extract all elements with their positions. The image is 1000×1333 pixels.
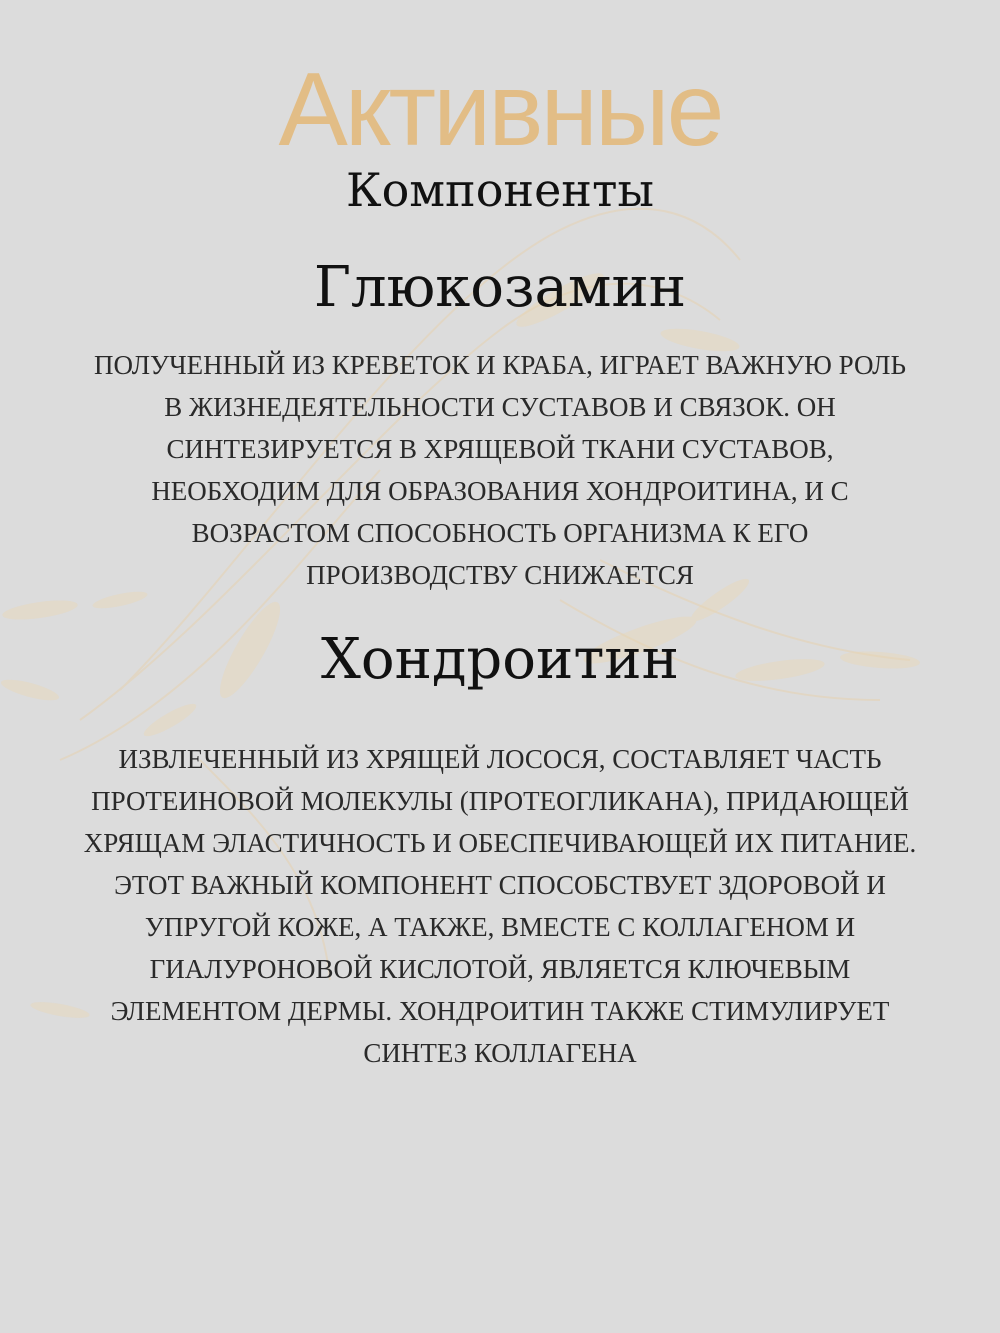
body-line: ГИАЛУРОНОВОЙ КИСЛОТОЙ, ЯВЛЯЕТСЯ КЛЮЧЕВЫМ [149,954,851,984]
body-line: СИНТЕЗ КОЛЛАГЕНА [363,1038,637,1068]
body-line: ЭЛЕМЕНТОМ ДЕРМЫ. ХОНДРОИТИН ТАКЖЕ СТИМУЛИРУЕТ [110,996,890,1026]
section-heading-chondroitin: Хондроитин [321,627,679,692]
body-line: В ЖИЗНЕДЕЯТЕЛЬНОСТИ СУСТАВОВ И СВЯЗОК. ОН [164,392,836,422]
section-body-glucosamine [40,344,960,596]
body-line: СИНТЕЗИРУЕТСЯ В ХРЯЩЕВОЙ ТКАНИ СУСТАВОВ, [166,434,834,464]
body-line: ПРОИЗВОДСТВУ СНИЖАЕТСЯ [306,560,694,590]
body-line: ХРЯЩАМ ЭЛАСТИЧНОСТЬ И ОБЕСПЕЧИВАЮЩЕЙ ИХ ПИТАНИЕ. [83,828,917,858]
section-body-chondroitin [40,738,960,1074]
body-line: ВОЗРАСТОМ СПОСОБНОСТЬ ОРГАНИЗМА К ЕГО [191,518,809,548]
section-heading-glucosamine: Глюкозамин [313,255,687,320]
body-line: ЭТОТ ВАЖНЫЙ КОМПОНЕНТ СПОСОБСТВУЕТ ЗДОРОВОЙ И [114,870,886,900]
body-line: ПРОТЕИНОВОЙ МОЛЕКУЛЫ (ПРОТЕОГЛИКАНА), ПРИДАЮЩЕЙ [91,786,909,816]
title-sub: Компоненты [345,163,655,217]
title-accent: Активные [278,52,722,168]
body-line: НЕОБХОДИМ ДЛЯ ОБРАЗОВАНИЯ ХОНДРОИТИНА, И С [151,476,849,506]
body-line: УПРУГОЙ КОЖЕ, А ТАКЖЕ, ВМЕСТЕ С КОЛЛАГЕНОМ И [144,912,856,942]
body-line: ИЗВЛЕЧЕННЫЙ ИЗ ХРЯЩЕЙ ЛОСОСЯ, СОСТАВЛЯЕТ ЧАСТЬ [118,744,882,774]
body-line: ПОЛУЧЕННЫЙ ИЗ КРЕВЕТОК И КРАБА, ИГРАЕТ ВАЖНУЮ РОЛЬ [94,350,906,380]
